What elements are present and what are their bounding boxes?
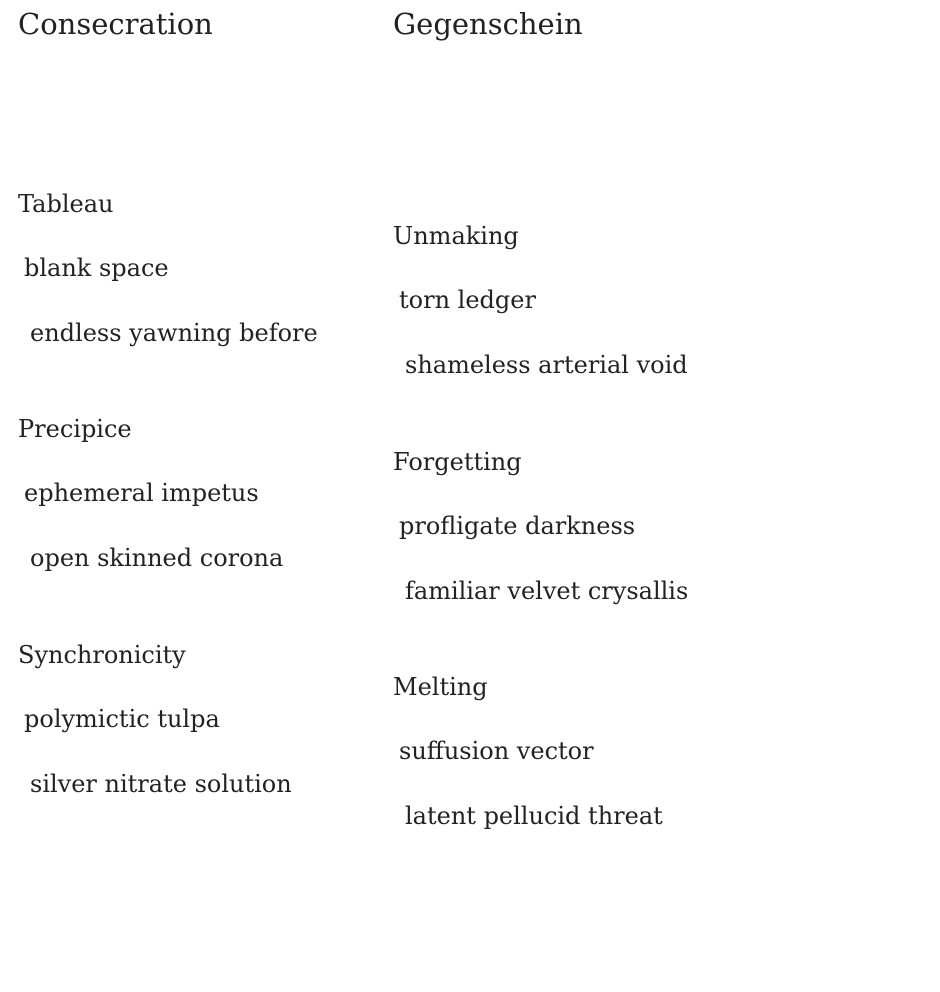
- stanza-line: silver nitrate solution: [30, 770, 292, 798]
- stanza-line: suffusion vector: [399, 737, 594, 765]
- stanza-heading: Melting: [393, 673, 488, 701]
- stanza-line: familiar velvet crysallis: [405, 577, 689, 605]
- stanza-line: shameless arterial void: [405, 351, 688, 379]
- stanza-line: blank space: [24, 254, 169, 282]
- stanza-heading: Precipice: [18, 415, 132, 443]
- stanza-heading: Synchronicity: [18, 641, 186, 669]
- stanza-heading: Forgetting: [393, 448, 522, 476]
- stanza-line: torn ledger: [399, 286, 536, 314]
- stanza-line: ephemeral impetus: [24, 479, 259, 507]
- stanza-heading: Tableau: [18, 190, 114, 218]
- stanza-line: polymictic tulpa: [24, 705, 220, 733]
- stanza-line: open skinned corona: [30, 544, 284, 572]
- stanza-line: endless yawning before: [30, 319, 318, 347]
- stanza-heading: Unmaking: [393, 222, 519, 250]
- column-title: Gegenschein: [393, 7, 583, 41]
- column-title: Consecration: [18, 7, 213, 41]
- stanza-line: latent pellucid threat: [405, 802, 663, 830]
- stanza-line: profligate darkness: [399, 512, 636, 540]
